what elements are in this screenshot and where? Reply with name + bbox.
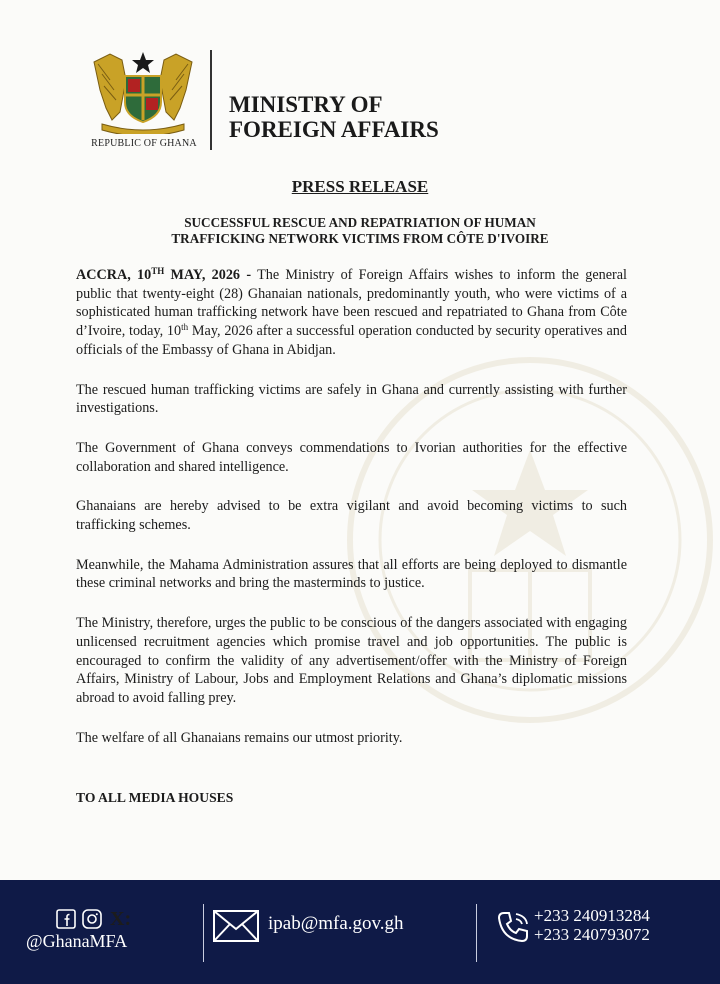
- document-type-heading: PRESS RELEASE: [291, 177, 429, 196]
- dateline-suffix: TH: [151, 266, 165, 276]
- email-link[interactable]: ipab@mfa.gov.gh: [268, 913, 404, 934]
- headline: [110, 215, 610, 247]
- paragraph-2: The rescued human trafficking victims are safely in Ghana and currently assisting with further investigations.: [76, 381, 627, 417]
- footer-divider-2: [476, 904, 477, 962]
- paragraph-7: The welfare of all Ghanaians remains our utmost priority.: [76, 729, 403, 746]
- paragraph-1: [76, 266, 627, 360]
- paragraph-1-suffix: th: [181, 322, 189, 333]
- paragraph-3: The Government of Ghana conveys commendations to Ivorian authorities for the effective collaboration and shared intelligence.: [76, 439, 627, 475]
- letterhead: [0, 0, 720, 160]
- paragraph-1-text-a: The Ministry of Foreign Affairs wishes to inform the general public that twenty-eight (28) Ghanaian nationals, predominantly youth, who were victims of a sophisticated human trafficking network have been rescued and repatriated to Ghana from Côte d’Ivoire, today, 10: [76, 267, 627, 340]
- dateline: [76, 267, 251, 283]
- dateline-city: ACCRA, 10: [76, 267, 152, 283]
- ghana-coat-of-arms-icon: [92, 50, 194, 134]
- mail-icon: [213, 910, 259, 942]
- phone-icon: [496, 910, 530, 944]
- ministry-title-line1: MINISTRY OF: [229, 92, 383, 117]
- x-icon[interactable]: X:: [110, 907, 132, 930]
- paragraph-6: The Ministry, therefore, urges the public to be conscious of the dangers associated with engaging unlicensed recruitment agencies which promise travel and job opportunities. The public is encouraged to confirm the validity of any advertisement/offer with the Ministry of Foreign Affairs, Ministry of Labour, Jobs and Employment Relations and Ghana’s diplomatic missions abroad to avoid falling prey.: [76, 615, 627, 706]
- paragraph-4: Ghanaians are hereby advised to be extra vigilant and avoid becoming victims to such trafficking schemes.: [76, 498, 627, 534]
- footer-divider-1: [203, 904, 204, 962]
- instagram-icon[interactable]: [82, 909, 102, 929]
- social-icons: [56, 909, 131, 929]
- phone-number-2[interactable]: +233 240793072: [534, 925, 650, 944]
- dateline-rest: MAY, 2026 -: [164, 267, 252, 283]
- headline-line2: TRAFFICKING NETWORK VICTIMS FROM CÔTE D'IVOIRE: [171, 231, 549, 246]
- paragraph-1-text-b: May, 2026 after a successful operation conducted by security operatives and officials of the Embassy of Ghana in Abidjan.: [76, 323, 627, 358]
- body-text: [76, 266, 627, 768]
- crest-caption: REPUBLIC OF GHANA: [91, 138, 197, 149]
- headline-line1: SUCCESSFUL RESCUE AND REPATRIATION OF HUMAN: [184, 215, 536, 230]
- ministry-title-line2: FOREIGN AFFAIRS: [229, 117, 439, 142]
- ministry-title: [229, 92, 529, 142]
- distribution-line: TO ALL MEDIA HOUSES: [76, 790, 234, 805]
- phone-number-1[interactable]: +233 240913284: [534, 906, 650, 925]
- paragraph-5: Meanwhile, the Mahama Administration assures that all efforts are being deployed to dismantle these criminal networks and bring the masterminds to justice.: [76, 556, 627, 592]
- header-divider: [210, 50, 212, 150]
- facebook-icon[interactable]: [56, 909, 76, 929]
- social-handle[interactable]: @GhanaMFA: [26, 931, 128, 951]
